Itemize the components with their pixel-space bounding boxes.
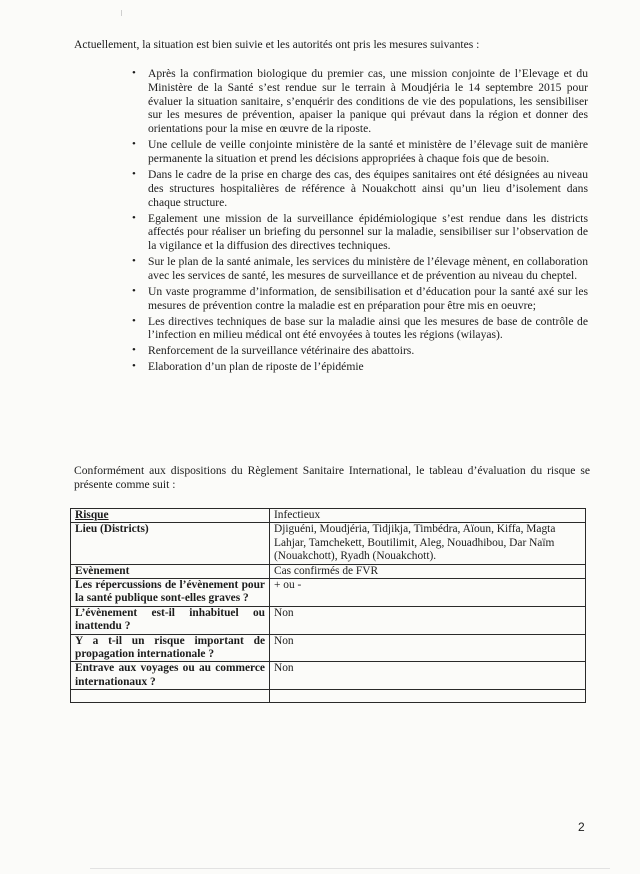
bullet-icon: •: [132, 284, 136, 297]
table-row: [71, 634, 586, 662]
table-row: [71, 564, 586, 578]
list-item-text: Un vaste programme d’information, de sensibilisation et d’éducation pour la santé axé sur les mesures de prévention contre la maladie est en préparation pour être mis en oeuvre;: [148, 284, 588, 312]
row-value: Non: [270, 634, 586, 662]
list-item: [132, 138, 588, 166]
row-value: Non: [270, 606, 586, 634]
table-row: [71, 579, 586, 607]
list-item-text: Egalement une mission de la surveillance épidémiologique s’est rendue dans les districts affectés pour réaliser un briefing du personnel sur la maladie, sensibiliser sur l’observation de la vigilance et la diffusion des directives techniques.: [148, 211, 588, 253]
bullet-icon: •: [132, 314, 136, 327]
table-row: [71, 509, 586, 523]
scan-mark: [121, 10, 122, 16]
list-item-text: Elaboration d’un plan de riposte de l’épidémie: [148, 360, 364, 374]
bullet-icon: •: [132, 344, 136, 357]
bullet-icon: •: [132, 211, 136, 224]
row-value: [270, 690, 586, 703]
bullet-icon: •: [132, 255, 136, 268]
row-label: Les répercussions de l’évènement pour la santé publique sont-elles graves ?: [71, 579, 270, 607]
list-item-text: Sur le plan de la santé animale, les services du ministère de l’élevage mènent, en collaboration avec les services de santé, les mesures de surveillance et de prévention au niveau du cheptel.: [148, 255, 588, 282]
list-item: [132, 211, 588, 253]
list-item: [132, 67, 588, 136]
table-row: [71, 662, 586, 690]
row-value: + ou -: [270, 579, 586, 607]
row-value: Cas confirmés de FVR: [270, 564, 586, 578]
row-label: L’évènement est-il inhabituel ou inattendu ?: [71, 606, 270, 634]
table-row: [71, 690, 586, 703]
list-item-text: Les directives techniques de base sur la maladie ainsi que les mesures de base de contrôle de l’infection en milieu médical ont été envoyées à toutes les régions (wilayas).: [148, 314, 588, 342]
table-row: [71, 606, 586, 634]
bullet-icon: •: [132, 360, 136, 373]
row-label: Entrave aux voyages ou au commerce internationaux ?: [71, 662, 270, 690]
page-edge: [90, 868, 610, 869]
conformity-paragraph: Conformément aux dispositions du Règlement Sanitaire International, le tableau d’évaluation du risque se présente comme suit :: [74, 464, 590, 491]
list-item: [132, 314, 588, 343]
bullet-icon: •: [132, 67, 136, 79]
row-label: Lieu (Districts): [71, 523, 270, 564]
row-label: [71, 690, 270, 703]
bullet-icon: •: [132, 167, 136, 180]
list-item-text: Une cellule de veille conjointe ministère de la santé et ministère de l’élevage suit de manière permanente la situation et prend les décisions appropriées à chaque fois que de besoin.: [148, 138, 588, 165]
intro-paragraph: Actuellement, la situation est bien suivie et les autorités ont pris les mesures suivantes :: [74, 38, 480, 51]
list-item: [132, 284, 588, 313]
list-item: [132, 255, 588, 283]
list-item-text: Renforcement de la surveillance vétérinaire des abattoirs.: [148, 344, 415, 358]
bullet-icon: •: [132, 138, 136, 151]
list-item-text: Dans le cadre de la prise en charge des cas, des équipes sanitaires ont été désignées au niveau des structures hospitalières de référence à Nouakchott ainsi qu’un lieu d’isolement dans chaque structure.: [148, 167, 588, 209]
list-item-text: Après la confirmation biologique du premier cas, une mission conjointe de l’Elevage et du Ministère de la Santé s’est rendue sur le terrain à Moudjéria le 14 septembre 2015 pour évaluer la situation sanitaire, s’enquérir des conditions de vie des populations, les sensibiliser sur les mesures de prévention, apaiser la panique qui prévaut dans la région et donner des orientations pour la mise en œuvre de la riposte.: [148, 67, 588, 136]
page-number: 2: [578, 820, 585, 834]
row-value: Infectieux: [270, 509, 586, 523]
row-value: Non: [270, 662, 586, 690]
row-label: Evènement: [71, 564, 270, 578]
row-label: Y a t-il un risque important de propagation internationale ?: [71, 634, 270, 662]
measures-list: [132, 67, 588, 376]
table-row: [71, 523, 586, 564]
list-item: [132, 167, 588, 209]
row-label: Risque: [71, 509, 270, 523]
list-item: [132, 344, 588, 358]
risk-assessment-table: [70, 508, 586, 703]
list-item: [132, 360, 588, 374]
row-value: Djiguéni, Moudjéria, Tidjikja, Timbédra, Aïoun, Kiffa, Magta Lahjar, Tamchekett, Boutilimit, Aleg, Nouadhibou, Dar Naïm (Nouakchott), Ryadh (Nouakchott).: [270, 523, 586, 564]
